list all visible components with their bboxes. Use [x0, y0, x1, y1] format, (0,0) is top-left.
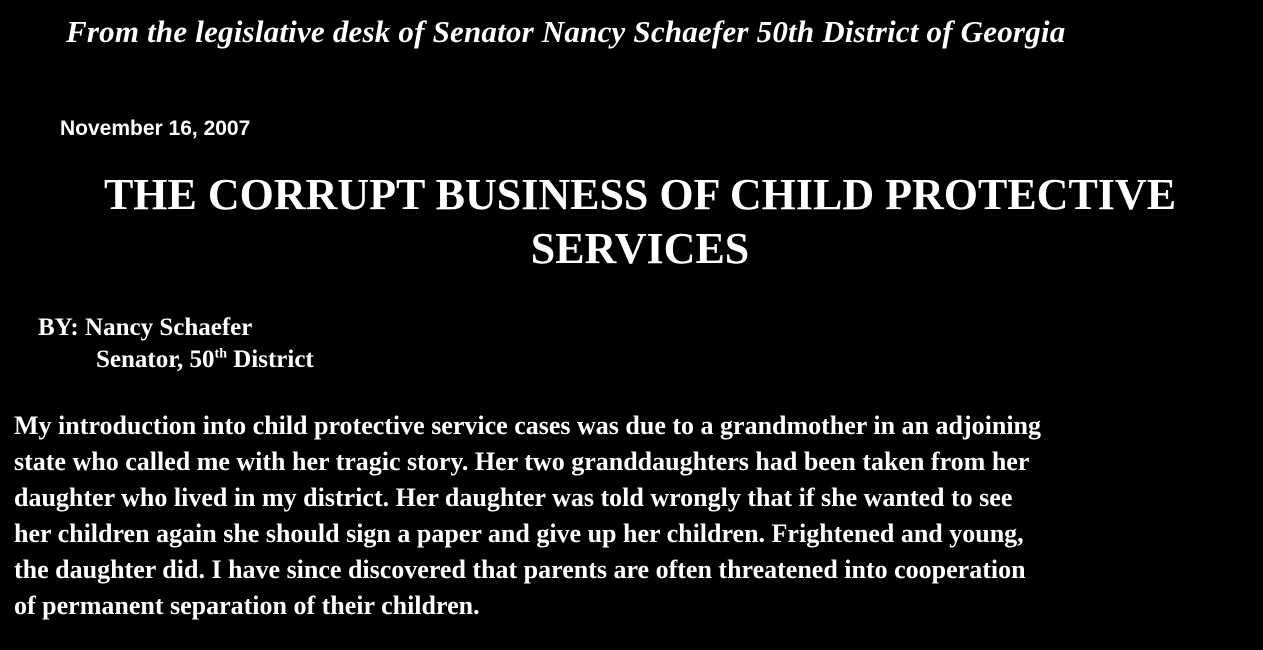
body-line: her children again she should sign a paper and give up her children. Frightened and young,: [14, 519, 1024, 548]
byline-prefix: BY:: [38, 314, 79, 341]
body-paragraph: [14, 408, 1254, 624]
body-line: My introduction into child protective service cases was due to a grandmother in an adjoining: [14, 411, 1041, 440]
byline-role-row: [38, 344, 314, 376]
byline-author-row: [38, 312, 314, 344]
byline-role-prefix: Senator, 50: [96, 346, 215, 373]
desk-header: From the legislative desk of Senator Nancy Schaefer 50th District of Georgia: [66, 14, 1066, 49]
byline-role-suffix: District: [233, 346, 314, 373]
document-title: THE CORRUPT BUSINESS OF CHILD PROTECTIVE SERVICES: [103, 170, 1177, 273]
byline-role-superscript: th: [214, 346, 227, 362]
body-line: state who called me with her tragic story. Her two granddaughters had been taken from her: [14, 447, 1030, 476]
byline-author-name: Nancy Schaefer: [85, 314, 253, 341]
byline: [38, 312, 314, 376]
body-line: daughter who lived in my district. Her daughter was told wrongly that if she wanted to see: [14, 483, 1013, 512]
document-date: November 16, 2007: [60, 117, 251, 140]
body-line: of permanent separation of their children.: [14, 591, 480, 620]
body-line: the daughter did. I have since discovered that parents are often threatened into cooperation: [14, 555, 1026, 584]
